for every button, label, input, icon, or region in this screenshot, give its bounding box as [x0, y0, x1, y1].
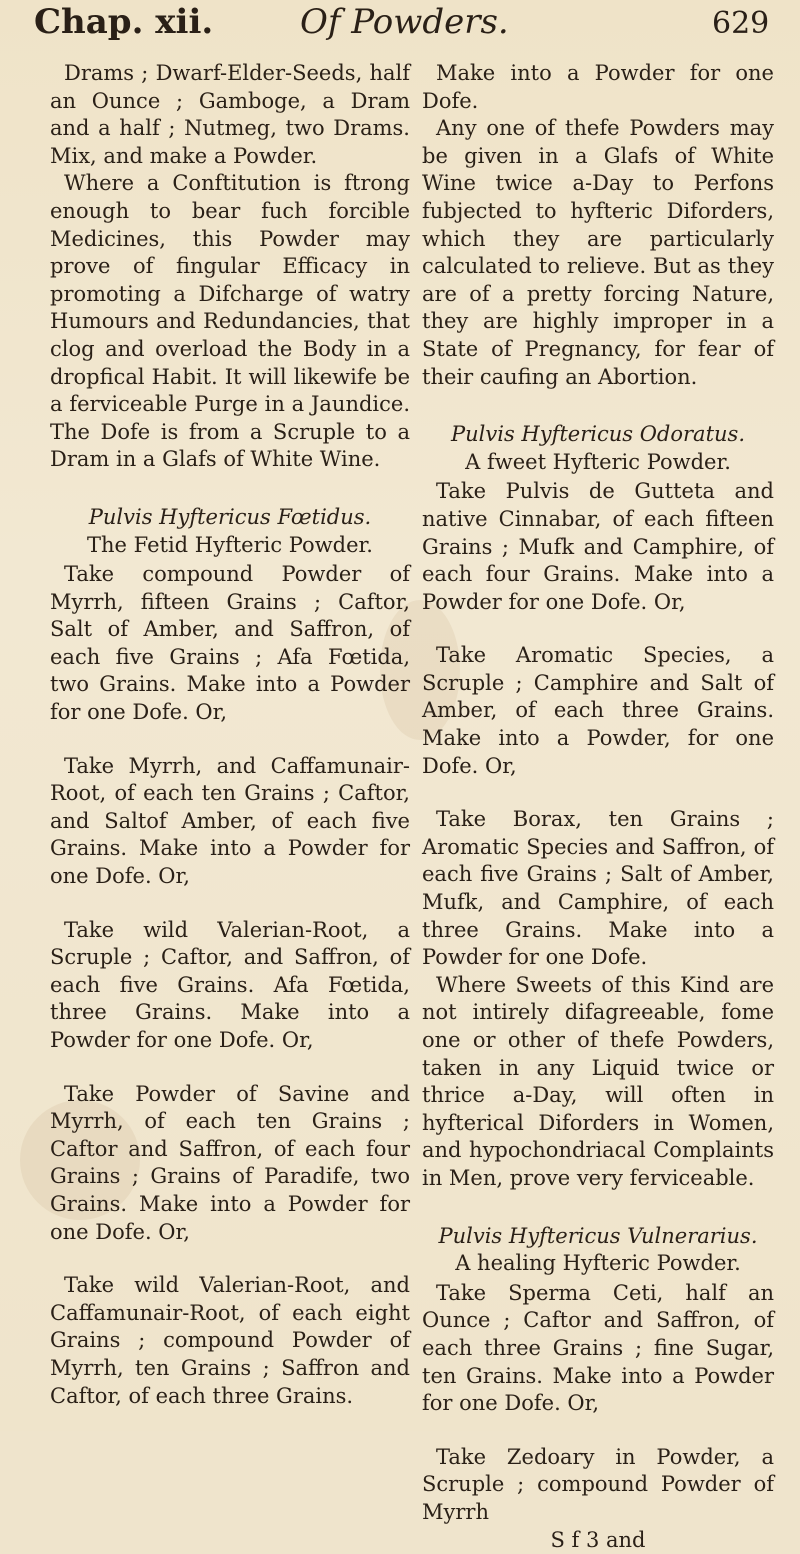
paragraph: Take Myrrh, and Caffamunair-Root, of each ten Grains ; Caftor, and Saltof Amber, of each five Grains. Make into a Powder for one Dofe. Or,	[50, 753, 410, 891]
paragraph: Take wild Valerian-Root, a Scruple ; Caftor, and Saffron, of each five Grains. Afa Fœtida, three Grains. Make into a Powder for one Dofe. Or,	[50, 917, 410, 1055]
running-title: Of Powders.	[300, 2, 509, 42]
paragraph: Take Pulvis de Gutteta and native Cinnabar, of each fifteen Grains ; Mufk and Camphire, of each four Grains. Make into a Powder for one Dofe. Or,	[422, 478, 774, 616]
paragraph: Take Borax, ten Grains ; Aromatic Species and Saffron, of each five Grains ; Salt of Amber, Mufk, and Camphire, of each three Grains. Make into a Powder for one Dofe.	[422, 806, 774, 972]
paragraph: Any one of thefe Powders may be given in a Glafs of White Wine twice a-Day to Perfons fubjected to hyfteric Diforders, which they are particularly calculated to relieve. But as they are of a pretty forcing Nature, they are highly improper in a State of Pregnancy, for fear of their caufing an Abortion.	[422, 115, 774, 391]
right-column	[422, 60, 774, 1410]
section-heading: Pulvis Hyftericus Odoratus.	[422, 421, 774, 449]
paragraph: Take Zedoary in Powder, a Scruple ; compound Powder of Myrrh	[422, 1444, 774, 1527]
section-subheading: The Fetid Hyfteric Powder.	[50, 532, 410, 560]
paragraph: Make into a Powder for one Dofe.	[422, 60, 774, 115]
running-header	[0, 0, 800, 62]
section-subheading: A fweet Hyfteric Powder.	[422, 449, 774, 477]
page-number: 629	[712, 6, 769, 41]
paragraph: Where a Conftitution is ftrong enough to bear fuch forcible Medicines, this Powder may prove of fingular Efficacy in promoting a Difcharge of watry Humours and Redundancies, that clog and overload the Body in a dropfical Habit. It will likewife be a ferviceable Purge in a Jaundice. The Dofe is from a Scruple to a Dram in a Glafs of White Wine.	[50, 170, 410, 474]
paragraph: Take Powder of Savine and Myrrh, of each ten Grains ; Caftor and Saffron, of each four Grains ; Grains of Paradife, two Grains. Make into a Powder for one Dofe. Or,	[50, 1081, 410, 1247]
section-subheading: S f 3 and	[422, 1527, 774, 1554]
section-subheading: A healing Hyfteric Powder.	[422, 1250, 774, 1278]
paragraph: Take wild Valerian-Root, and Caffamunair-Root, of each eight Grains ; compound Powder of Myrrh, ten Grains ; Saffron and Caftor, of each three Grains.	[50, 1272, 410, 1410]
paragraph: Take compound Powder of Myrrh, fifteen Grains ; Caftor, Salt of Amber, and Saffron, of each five Grains ; Afa Fœtida, two Grains. Make into a Powder for one Dofe. Or,	[50, 561, 410, 727]
section-heading: Pulvis Hyftericus Vulnerarius.	[422, 1223, 774, 1251]
paragraph: Take Aromatic Species, a Scruple ; Camphire and Salt of Amber, of each three Grains. Make into a Powder, for one Dofe. Or,	[422, 642, 774, 780]
paragraph: Drams ; Dwarf-Elder-Seeds, half an Ounce ; Gamboge, a Dram and a half ; Nutmeg, two Drams. Mix, and make a Powder.	[50, 60, 410, 170]
section-heading: Pulvis Hyftericus Fœtidus.	[50, 504, 410, 532]
left-column	[50, 60, 410, 1410]
chapter-label: Chap. xii.	[34, 2, 213, 42]
paragraph: Where Sweets of this Kind are not intirely difagreeable, fome one or other of thefe Powders, taken in any Liquid twice or thrice a-Day, will often in hyfterical Diforders in Women, and hypochondriacal Complaints in Men, prove very ferviceable.	[422, 972, 774, 1193]
paragraph: Take Sperma Ceti, half an Ounce ; Caftor and Saffron, of each three Grains ; fine Sugar, ten Grains. Make into a Powder for one Dofe. Or,	[422, 1280, 774, 1418]
